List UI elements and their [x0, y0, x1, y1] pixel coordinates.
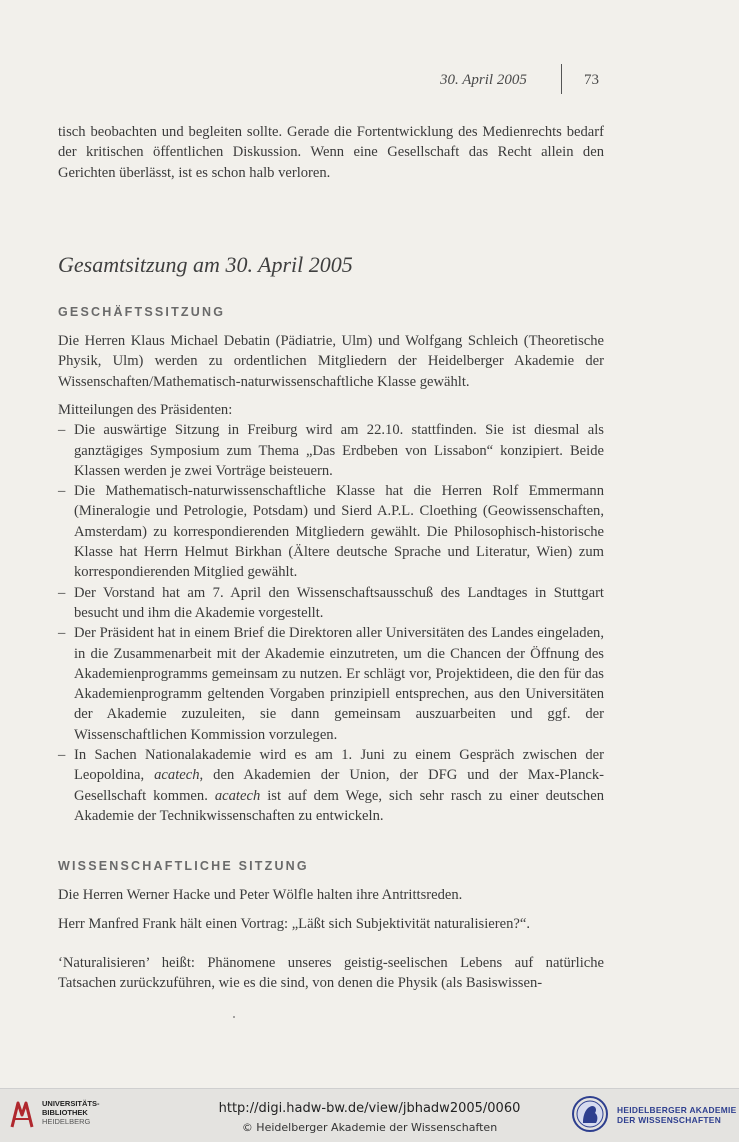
intro-paragraph: tisch beobachten und begleiten sollte. Gerade die Fortentwicklung des Medienrechts bedarf der kritischen öffentlichen Diskussion. Wenn eine Gesellschaft das Recht allein den Gerichten überlässt, ist es schon halb verloren. — [58, 124, 604, 181]
item-text: ist auf dem Wege, sich sehr rasch zu einer deutschen Akademie der Technikwissenschaften zu entwickeln. — [74, 787, 604, 824]
vortrag-block — [58, 914, 604, 934]
list-item: – Die Mathematisch-naturwissenschaftliche Klasse hat die Herren Rolf Emmermann (Mineralogie und Petrologie, Potsdam) und Sierd A.P.L. Cloething (Geowissenschaften, Amsterdam) zu korrespondierenden Mitgliedern gewählt. Die Philosophisch-historische Klasse hat Herrn Helmut Birkhan (Ältere deutsche Sprache und Literatur, Wien) zum korrespondierenden Mitglied gewählt. — [58, 481, 604, 582]
mitteilungen-block — [58, 400, 604, 826]
running-header — [0, 72, 739, 96]
ub-line-1: UNIVERSITÄTS- — [42, 1099, 100, 1108]
election-paragraph: Die Herren Klaus Michael Debatin (Pädiatrie, Ulm) und Wolfgang Schleich (Theoretische Physik, Ulm) werden zu ordentlichen Mitgliedern der Heidelberger Akademie der Wissenschaften/Mathematisch-naturwissenschaftliche Klasse gewählt. — [58, 333, 604, 390]
list-item: – Die auswärtige Sitzung in Freiburg wird am 22.10. stattfinden. Sie ist diesmal als ganztägiges Symposium zum Thema „Das Erdbeben von Lissabon“ konzipiert. Beide Klassen werden je zwei Vorträge beisteuern. — [58, 420, 604, 481]
acatech-italic: acatech — [214, 787, 261, 804]
list-item — [58, 745, 604, 826]
header-divider — [561, 64, 562, 94]
wissenschaftliche-sitzung-heading: WISSENSCHAFTLICHE SITZUNG — [58, 859, 309, 873]
academy-name — [617, 1105, 737, 1125]
item-text: , den Akademien der Union, der DFG und der Max-Planck-Gesellschaft kommen. — [74, 767, 605, 804]
vortrag-paragraph: Herr Manfred Frank hält einen Vortrag: „Läßt sich Subjektivität naturalisieren?“. — [58, 916, 530, 932]
academy-line-2: DER WISSENSCHAFTEN — [617, 1115, 722, 1125]
academy-seal-icon — [571, 1095, 609, 1133]
permalink-link[interactable]: http://digi.hadw-bw.de/view/jbhadw2005/0060 — [218, 1101, 521, 1116]
copyright-notice: © Heidelberger Akademie der Wissenschaften — [241, 1121, 498, 1134]
page-speck — [233, 1016, 235, 1018]
ub-line-3: HEIDELBERG — [42, 1117, 91, 1126]
intro-paragraph-block — [58, 122, 604, 183]
item-text: In Sachen Nationalakademie wird es am 1. Juni zu einem Gespräch zwischen der Leopoldina, — [74, 747, 604, 784]
digitization-footer — [0, 1088, 739, 1142]
list-item: – Der Vorstand hat am 7. April den Wissenschaftsausschuß des Landtages in Stuttgart besucht und ihm die Akademie vorgestellt. — [58, 583, 604, 624]
mitteilungen-list — [58, 420, 604, 826]
election-paragraph-block — [58, 331, 604, 392]
list-item: – Der Präsident hat in einem Brief die Direktoren aller Universitäten des Landes eingeladen, in die Zusammenarbeit mit der Akademie einzutreten, um die Chancen der Öffnung des Akademienprogramms gemeinsam zu nutzen. Er schlägt vor, Projektideen, die den für das Akademienprogramm geltenden Vorgaben prinzipiell entsprechen, aus den Universitäten der Akademie zuzuleiten, sie dann gemeinsam auszuarbeiten und ggf. der Wissenschaftlichen Kommission vorzulegen. — [58, 623, 604, 745]
mitteilungen-label: Mitteilungen des Präsidenten: — [58, 402, 233, 418]
geschaeftssitzung-heading: GESCHÄFTSSITZUNG — [58, 305, 226, 319]
antrittsreden-paragraph: Die Herren Werner Hacke und Peter Wölfle halten ihre Antrittsreden. — [58, 887, 463, 903]
page-number: 73 — [584, 72, 599, 88]
section-title: Gesamtsitzung am 30. April 2005 — [58, 252, 353, 277]
acatech-italic: acatech — [154, 767, 200, 784]
running-title: 30. April 2005 — [440, 72, 527, 88]
naturalisieren-block — [58, 953, 604, 994]
antrittsreden-block — [58, 885, 604, 905]
naturalisieren-paragraph: ‘Naturalisieren’ heißt: Phänomene unseres geistig-seelischen Lebens auf natürliche Tatsachen zurückzuführen, wie es die sind, von denen die Physik (als Basiswissen- — [58, 955, 604, 992]
academy-line-1: HEIDELBERGER AKADEMIE — [617, 1105, 737, 1115]
ub-line-2: BIBLIOTHEK — [42, 1108, 88, 1117]
